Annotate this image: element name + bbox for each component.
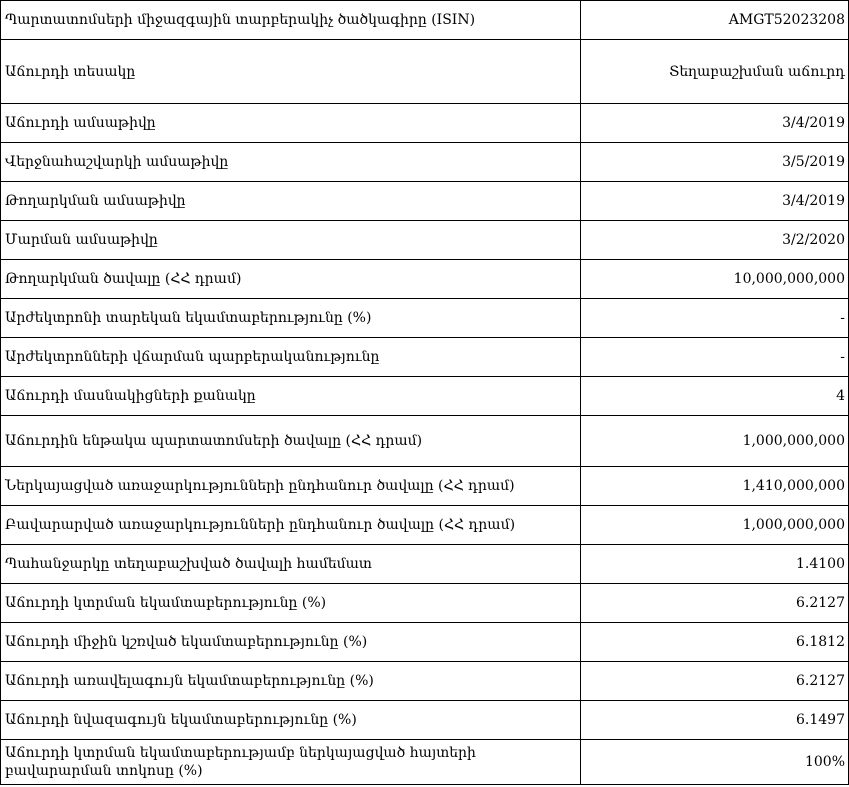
row-value: 6.1497 — [581, 701, 849, 740]
row-label: Թողարկման ծավալը (ՀՀ դրամ) — [1, 260, 581, 299]
row-value: 3/2/2020 — [581, 221, 849, 260]
row-value: 6.2127 — [581, 662, 849, 701]
table-row — [1, 740, 849, 785]
table-row — [1, 338, 849, 377]
table-row — [1, 1, 849, 40]
table-row — [1, 299, 849, 338]
table-row — [1, 416, 849, 467]
table-row — [1, 662, 849, 701]
row-value: - — [581, 338, 849, 377]
row-label: Աճուրդի կտրման եկամտաբերությունը (%) — [1, 584, 581, 623]
table-row — [1, 260, 849, 299]
table-row — [1, 701, 849, 740]
row-label: Աճուրդի ամսաթիվը — [1, 104, 581, 143]
row-value: 100% — [581, 740, 849, 785]
row-value: 3/5/2019 — [581, 143, 849, 182]
row-value: AMGT52023208 — [581, 1, 849, 40]
row-value: 10,000,000,000 — [581, 260, 849, 299]
row-label: Աճուրդի տեսակը — [1, 40, 581, 104]
table-row — [1, 584, 849, 623]
row-value: 1,000,000,000 — [581, 506, 849, 545]
table-row — [1, 623, 849, 662]
row-label: Պարտատոմսերի միջազգային տարբերակիչ ծածկագիրը (ISIN) — [1, 1, 581, 40]
table-row — [1, 545, 849, 584]
row-value: 4 — [581, 377, 849, 416]
row-label: Աճուրդի առավելագույն եկամտաբերությունը (%) — [1, 662, 581, 701]
row-label: Աճուրդի միջին կշռված եկամտաբերությունը (%) — [1, 623, 581, 662]
row-value: 1.4100 — [581, 545, 849, 584]
table-row — [1, 143, 849, 182]
row-label: Աճուրդի կտրման եկամտաբերությամբ ներկայացված հայտերի բավարարման տոկոսը (%) — [1, 740, 581, 785]
row-label: Արժեկտրոնի տարեկան եկամտաբերությունը (%) — [1, 299, 581, 338]
row-label: Ներկայացված առաջարկությունների ընդհանուր ծավալը (ՀՀ դրամ) — [1, 467, 581, 506]
row-value: 6.1812 — [581, 623, 849, 662]
row-value: 3/4/2019 — [581, 104, 849, 143]
row-value: Տեղաբաշխման աճուրդ — [581, 40, 849, 104]
row-value: 6.2127 — [581, 584, 849, 623]
table-row — [1, 40, 849, 104]
row-label: Մարման ամսաթիվը — [1, 221, 581, 260]
row-label: Աճուրդին ենթակա պարտատոմսերի ծավալը (ՀՀ դրամ) — [1, 416, 581, 467]
row-value: 1,410,000,000 — [581, 467, 849, 506]
row-label: Աճուրդի նվազագույն եկամտաբերությունը (%) — [1, 701, 581, 740]
row-label: Աճուրդի մասնակիցների քանակը — [1, 377, 581, 416]
row-value: 3/4/2019 — [581, 182, 849, 221]
table-row — [1, 506, 849, 545]
row-value: 1,000,000,000 — [581, 416, 849, 467]
row-label: Պահանջարկը տեղաբաշխված ծավալի համեմատ — [1, 545, 581, 584]
table-row — [1, 182, 849, 221]
row-label: Վերջնահաշվարկի ամսաթիվը — [1, 143, 581, 182]
row-label: Բավարարված առաջարկությունների ընդհանուր ծավալը (ՀՀ դրամ) — [1, 506, 581, 545]
row-label: Թողարկման ամսաթիվը — [1, 182, 581, 221]
table-row — [1, 467, 849, 506]
row-label: Արժեկտրոնների վճարման պարբերականությունը — [1, 338, 581, 377]
row-value: - — [581, 299, 849, 338]
table-row — [1, 104, 849, 143]
table-row — [1, 221, 849, 260]
table-row — [1, 377, 849, 416]
